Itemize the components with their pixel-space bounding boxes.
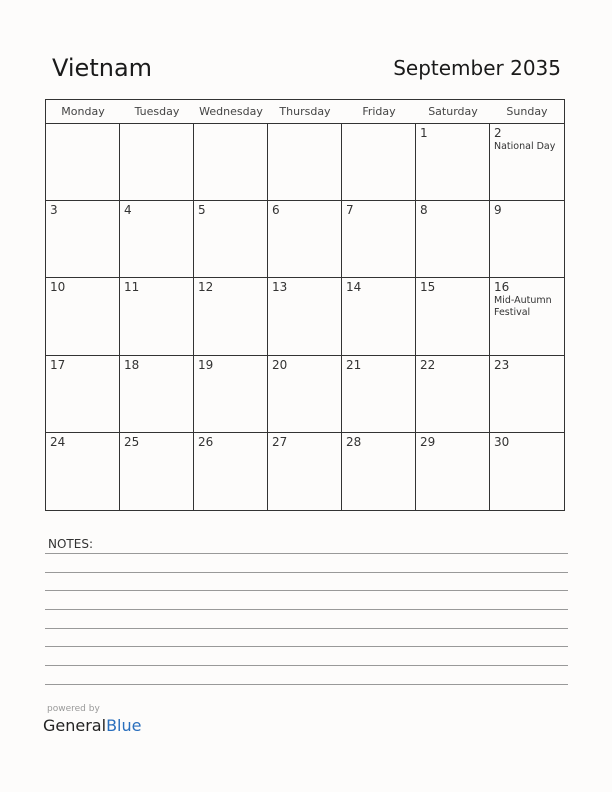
day-number: 11 <box>124 280 140 295</box>
day-cell <box>342 356 416 433</box>
day-number: 26 <box>198 434 214 449</box>
day-cell <box>268 433 342 510</box>
day-cell <box>268 124 342 201</box>
weekday-header-row <box>46 100 564 124</box>
day-number: 4 <box>124 203 132 218</box>
weekday-tuesday: Tuesday <box>134 105 180 118</box>
day-cell <box>490 278 564 355</box>
day-number: 6 <box>272 203 280 218</box>
day-number: 8 <box>420 203 428 218</box>
day-cell <box>416 124 490 201</box>
day-number: 19 <box>198 357 214 372</box>
day-number: 9 <box>494 203 502 218</box>
day-cell <box>490 433 564 510</box>
day-cell <box>46 278 120 355</box>
day-cell <box>194 356 268 433</box>
day-cell <box>46 433 120 510</box>
day-cell <box>416 278 490 355</box>
day-number: 18 <box>124 357 140 372</box>
weekday-monday: Monday <box>61 105 105 118</box>
day-number: 27 <box>272 434 288 449</box>
weekday-thursday: Thursday <box>279 105 331 118</box>
day-number: 30 <box>494 434 510 449</box>
day-cell <box>120 124 194 201</box>
country-title: Vietnam <box>52 54 153 82</box>
day-number: 10 <box>50 280 66 295</box>
day-number: 13 <box>272 280 288 295</box>
holiday-label: National Day <box>494 141 556 152</box>
notes-label: NOTES: <box>48 537 93 551</box>
notes-line <box>45 553 568 554</box>
weekday-saturday: Saturday <box>428 105 478 118</box>
day-cell <box>268 278 342 355</box>
powered-by-text: powered by <box>47 704 100 714</box>
day-cell <box>46 124 120 201</box>
day-number: 15 <box>420 280 436 295</box>
notes-line <box>45 590 568 591</box>
holiday-label: Mid-Autumn Festival <box>494 295 552 319</box>
day-cell <box>342 278 416 355</box>
day-number: 24 <box>50 434 66 449</box>
notes-line <box>45 609 568 610</box>
day-cell <box>416 433 490 510</box>
day-number: 28 <box>346 434 362 449</box>
notes-line <box>45 628 568 629</box>
notes-line <box>45 572 568 573</box>
day-number: 23 <box>494 357 510 372</box>
day-number: 25 <box>124 434 140 449</box>
calendar-grid <box>45 99 565 511</box>
brand-general: General <box>43 716 107 735</box>
weekday-friday: Friday <box>362 105 396 118</box>
day-number: 20 <box>272 357 288 372</box>
day-cell <box>120 201 194 278</box>
day-number: 7 <box>346 203 354 218</box>
day-cell <box>490 201 564 278</box>
day-cell <box>120 278 194 355</box>
day-cell <box>342 433 416 510</box>
brand-blue: Blue <box>106 716 142 735</box>
day-number: 1 <box>420 126 428 140</box>
day-number: 17 <box>50 357 66 372</box>
day-number: 16 <box>494 280 510 295</box>
month-year-title: September 2035 <box>393 56 561 80</box>
day-number: 21 <box>346 357 362 372</box>
day-number: 12 <box>198 280 214 295</box>
day-cell <box>268 201 342 278</box>
day-cell <box>194 124 268 201</box>
day-cell <box>194 433 268 510</box>
day-number: 3 <box>50 203 58 218</box>
day-number: 14 <box>346 280 362 295</box>
weekday-sunday: Sunday <box>506 105 548 118</box>
day-cell <box>120 356 194 433</box>
notes-line <box>45 646 568 647</box>
day-cell <box>194 278 268 355</box>
day-cell <box>194 201 268 278</box>
weekday-wednesday: Wednesday <box>199 105 263 118</box>
day-number: 22 <box>420 357 436 372</box>
day-number: 2 <box>494 126 502 140</box>
day-cell <box>490 356 564 433</box>
day-cell <box>416 201 490 278</box>
day-cell <box>342 124 416 201</box>
brand-logo <box>43 716 141 735</box>
day-number: 29 <box>420 434 436 449</box>
day-cell <box>46 356 120 433</box>
notes-line <box>45 665 568 666</box>
day-cells <box>46 124 564 510</box>
notes-line <box>45 684 568 685</box>
day-cell <box>120 433 194 510</box>
day-cell <box>342 201 416 278</box>
day-cell <box>268 356 342 433</box>
day-cell <box>46 201 120 278</box>
day-number: 5 <box>198 203 206 218</box>
day-cell <box>416 356 490 433</box>
day-cell <box>490 124 564 201</box>
